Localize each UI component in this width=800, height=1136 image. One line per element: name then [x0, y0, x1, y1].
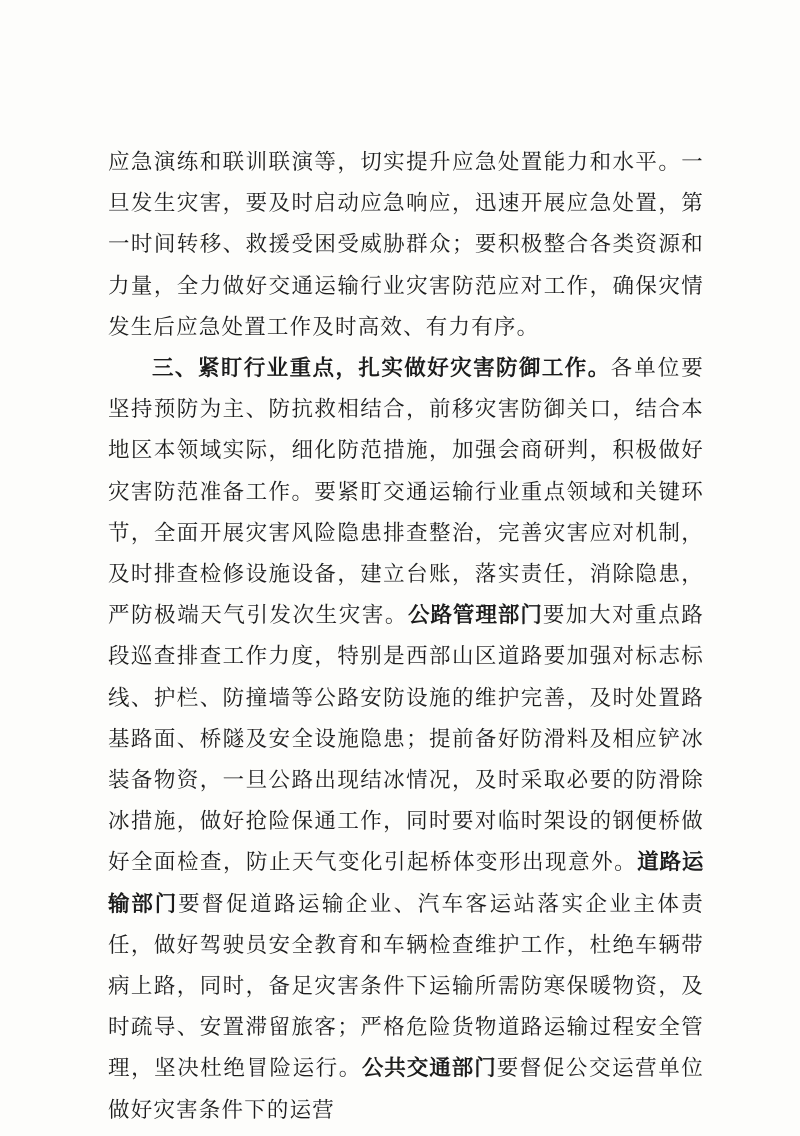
section-heading: 三、紧盯行业重点，扎实做好灾害防御工作。	[152, 356, 611, 382]
paragraph-emergency-drills	[108, 142, 704, 348]
paragraph-text: 应急演练和联训联演等，切实提升应急处置能力和水平。一旦发生灾害，要及时启动应急响应，迅速开展应急处置，第一时间转移、救援受困受威胁群众；要积极整合各类资源和力量，全力做好交通运输行业灾害防范应对工作，确保灾情发生后应急处置工作及时高效、有力有序。	[108, 150, 704, 340]
dept-label-road-transport: 道路运输部门	[108, 850, 704, 917]
dept-label-public-transit: 公共交通部门	[361, 1056, 497, 1082]
paragraph-text: 各单位要坚持预防为主、防抗救相结合，前移灾害防御关口，结合本地区本领域实际，细化防范措施，加强会商研判，积极做好灾害防范准备工作。要紧盯交通运输行业重点领域和关键环节，全面开展灾害风险隐患排查整治，完善灾害应对机制，及时排查检修设施设备，建立台账，落实责任，消除隐患，严防极端天气引发次生灾害。	[108, 356, 704, 629]
paragraph-text: 要督促道路运输企业、汽车客运站落实企业主体责任，做好驾驶员安全教育和车辆检查维护工作，杜绝车辆带病上路，同时，备足灾害条件下运输所需防寒保暖物资，及时疏导、安置滞留旅客；严格危险货物道路运输过程安全管理，坚决杜绝冒险运行。	[108, 891, 704, 1082]
paragraph-section-three	[108, 348, 704, 1131]
paragraph-text: 要加大对重点路段巡查排查工作力度，特别是西部山区道路要加强对标志标线、护栏、防撞墙等公路安防设施的维护完善，及时处置路基路面、桥隧及安全设施隐患；提前备好防滑料及相应铲冰装备物资，一旦公路出现结冰情况，及时采取必要的防滑除冰措施，做好抢险保通工作，同时要对临时架设的钢便桥做好全面检查，防止天气变化引起桥体变形出现意外。	[108, 603, 704, 876]
document-body	[108, 142, 704, 1131]
paragraph-text: 要督促公交运营单位做好灾害条件下的运营	[108, 1056, 704, 1123]
dept-label-highway: 公路管理部门	[407, 603, 543, 629]
